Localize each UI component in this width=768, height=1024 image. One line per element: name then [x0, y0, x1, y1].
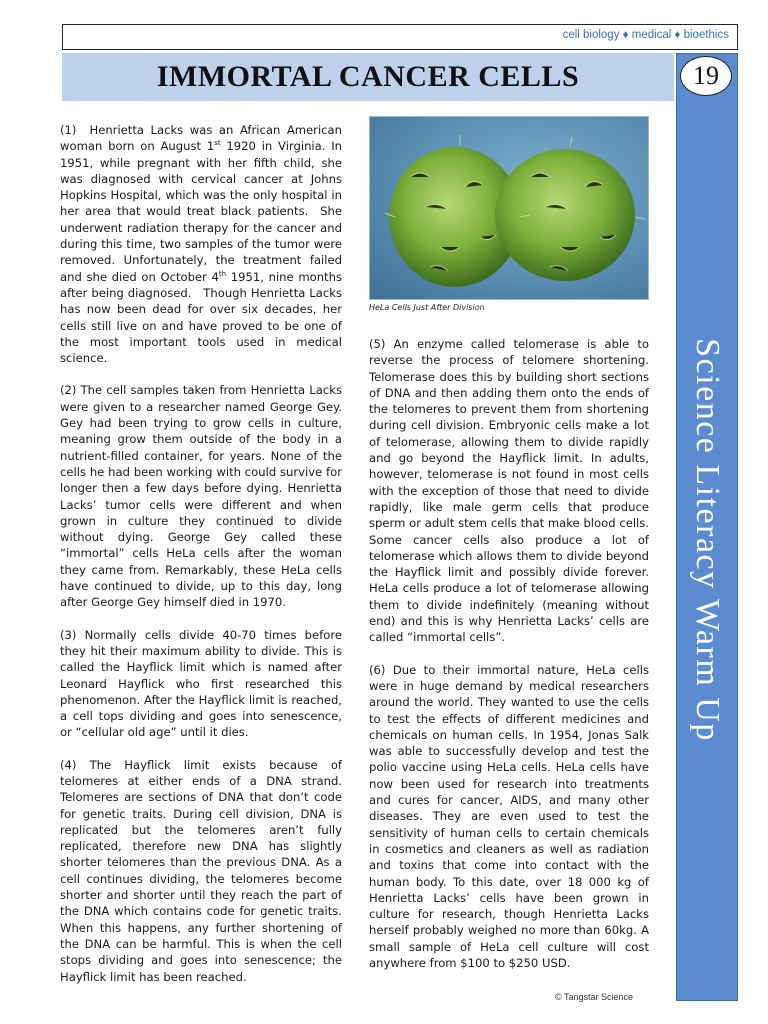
- paragraph-3: (3) Normally cells divide 40-70 times before they hit their maximum ability to divide. This is called the Hayflick limit which is named after Leonard Hayflick who first researched this phenomenon. After the Hayflick limit is reached, a cell tops dividing and goes into senescence, or “cellular old age” until it dies.: [60, 627, 342, 740]
- paragraph-6: (6) Due to their immortal nature, HeLa cells were in huge demand by medical researchers around the world. They wanted to use the cells to test the effects of different medicines and chemicals on human cells. In 1954, Jonas Salk was able to successfully develop and test the polio vaccine using HeLa cells. HeLa cells have now been used for research into treatments and cures for cancer, AIDS, and many other diseases. They are even used to test the sensitivity of human cells to certain chemicals in cosmetics and cleaners as well as radiation and toxins that come into contact with the human body. To this date, over 18 000 kg of Henrietta Lacks’ cells have been grown in culture for research, though Henrietta Lacks herself probably weighed no more than 60kg. A small sample of HeLa cell culture will cost anywhere from $100 to $250 USD.: [369, 662, 649, 970]
- paragraph-2: (2) The cell samples taken from Henrietta Lacks were given to a researcher named George Gey. Gey had been trying to grow cells in culture, meaning grow them outside of the body in a nutrient-filled container, for years. None of the cells he had been working with could survive for longer then a few days before dying. Henrietta Lacks’ tumor cells were different and when grown in culture they continued to divide without dying. George Gey called these “immortal” cells HeLa cells after the woman they came from. Remarkably, these HeLa cells have continued to divide, up to this day, long after George Gey himself died in 1970.: [60, 383, 342, 610]
- sidebar-series-title: Science Literacy Warm Up: [689, 338, 726, 742]
- lesson-number-badge: 19: [680, 56, 732, 96]
- photo-caption: HeLa Cells Just After Division: [369, 303, 485, 312]
- left-column: [60, 122, 342, 1001]
- hela-cells-photo: [369, 116, 649, 300]
- header-tag-bar: [62, 24, 738, 50]
- hela-cells-illustration: [370, 117, 649, 300]
- copyright-footer: © Tangstar Science: [555, 992, 634, 1002]
- right-column: [369, 336, 649, 987]
- title-band: [62, 53, 674, 101]
- paragraph-4: (4) The Hayflick limit exists because of telomeres at either ends of a DNA strand. Telomeres are sections of DNA that don’t code for genetic traits. During cell division, DNA is replicated but the telomeres aren’t fully replicated, therefore new DNA has slightly shorter telomeres than the previous DNA. As a cell continues dividing, the telomeres become shorter and shorter until they reach the part of the DNA which contains code for genetic traits. When this happens, any further shortening of the DNA can be harmful. This is when the cell stops dividing and goes into senescence; the Hayflick limit has been reached.: [60, 757, 342, 984]
- subject-tags: cell biology ♦ medical ♦ bioethics: [562, 29, 729, 41]
- cell-right: [495, 149, 635, 281]
- page-title: IMMORTAL CANCER CELLS: [156, 60, 580, 93]
- paragraph-1: (1) Henrietta Lacks was an African American woman born on August 1st 1920 in Virginia. In 1951, while pregnant with her fifth child, she was diagnosed with cervical cancer at Johns Hopkins Hospital, which was the only hospital in her area that would treat black patients. She underwent radiation therapy for the cancer and during this time, two samples of the tumor were removed. Unfortunately, the treatment failed and she died on October 4th 1951, nine months after being diagnosed. Though Henrietta Lacks has now been dead for over six decades, her cells still live on and have proved to be one of the most important tools used in medical science.: [60, 123, 342, 366]
- paragraph-5: (5) An enzyme called telomerase is able to reverse the process of telomere shortening. Telomerase does this by building short sections of DNA and then adding them onto the ends of the telomeres to prevent them from shortening during cell division. Embryonic cells make a lot of telomerase, allowing them to divide rapidly and go beyond the Hayflick limit. In adults, however, telomerase is not found in most cells with the exception of those that need to divide rapidly, like male germ cells that produce sperm or adult stem cells that make blood cells. Some cancer cells also produce a lot of telomerase which allows them to divide beyond the Hayflick limit and possibly divide forever. HeLa cells produce a lot of telomerase allowing them to divide indefinitely (meaning without end) and this is why Henrietta Lacks’ cells are called “immortal cells”.: [369, 337, 649, 645]
